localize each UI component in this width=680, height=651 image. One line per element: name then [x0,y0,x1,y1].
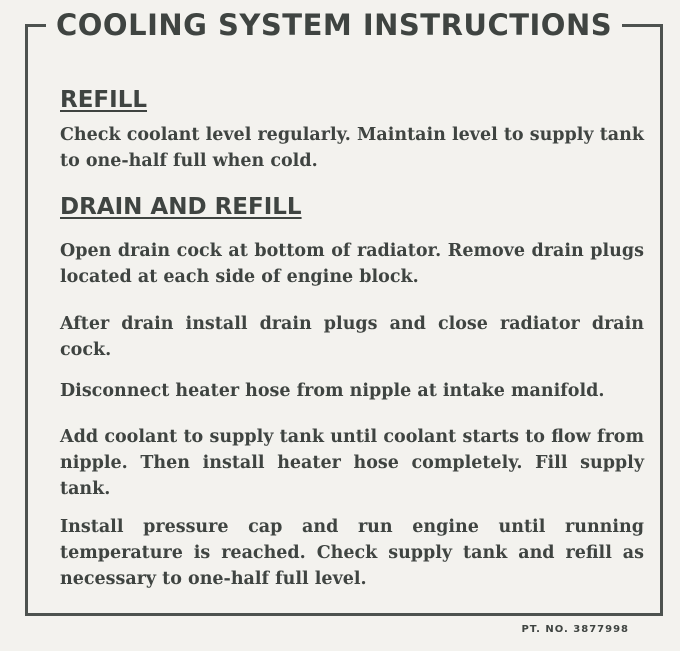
drain-paragraph-2: After drain install drain plugs and close radiator drain cock. [60,314,644,360]
drain-paragraph-1: Open drain cock at bottom of radiator. Remove drain plugs located at each side of engine block. [60,241,644,287]
drain-paragraph-5: Install pressure cap and run engine until running temperature is reached. Check supply tank and refill as necessary to one-half full level. [60,517,644,589]
drain-paragraph-4: Add coolant to supply tank until coolant starts to flow from nipple. Then install heater hose completely. Fill supply tank. [60,427,644,499]
section-heading-refill: REFILL [60,87,148,113]
refill-paragraph: Check coolant level regularly. Maintain level to supply tank to one-half full when cold. [60,125,644,171]
page-title: COOLING SYSTEM INSTRUCTIONS [46,6,622,44]
section-heading-drain-and-refill: DRAIN AND REFILL [60,194,302,220]
drain-paragraph-3: Disconnect heater hose from nipple at intake manifold. [60,381,605,401]
part-number: PT. NO. 3877998 [521,624,629,635]
